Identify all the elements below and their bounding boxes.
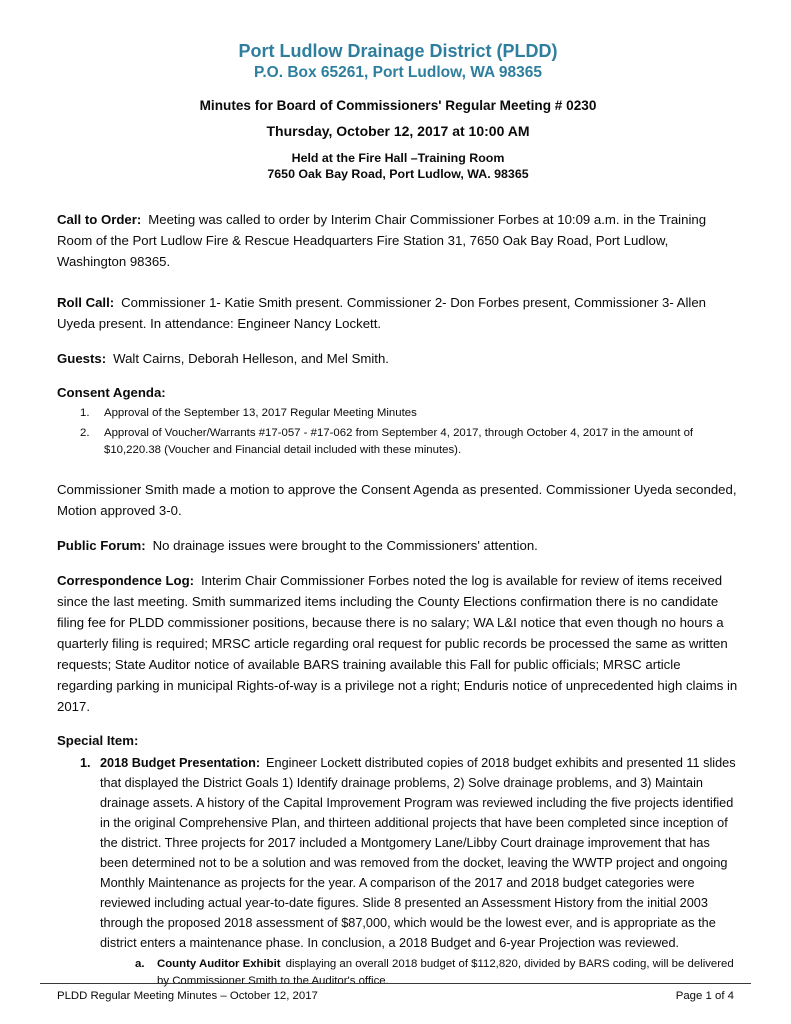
guests-text: Walt Cairns, Deborah Helleson, and Mel Smith. [113,351,389,366]
document-footer [0,983,791,1002]
list-item [57,405,739,423]
minutes-title: Minutes for Board of Commissioners' Regular Meeting # 0230 [199,98,597,113]
public-forum-label: Public Forum: [57,537,146,553]
consent-agenda-list [57,405,739,460]
list-item-number: 1. [80,407,90,419]
footer-document-title: PLDD Regular Meeting Minutes – October 12, 2017 [57,990,318,1002]
special-item-1 [57,753,739,953]
list-item-text: Approval of the September 13, 2017 Regular Meeting Minutes [104,407,417,419]
special-item-1a-label: County Auditor Exhibit [157,957,281,970]
list-item-text: Approval of Voucher/Warrants #17-057 - #17-062 from September 4, 2017, through October 4, 2017 in the amount of $10,220.38 (Voucher and Financial detail included with these minutes). [104,426,694,456]
meeting-location-line1: Held at the Fire Hall –Training Room [291,151,505,165]
document-header [57,40,739,182]
roll-call-text: Commissioner 1- Katie Smith present. Commissioner 2- Don Forbes present, Commissioner 3- Allen Uyeda present. In attendance: Engineer Nancy Lockett. [57,295,707,331]
section-consent-motion [57,479,739,521]
section-public-forum [57,535,739,556]
roll-call-label: Roll Call: [57,295,115,310]
special-item-1a-text: displaying an overall 2018 budget of $112,820, divided by BARS coding, will be delivered by Commissioner Smith to the Auditor's office. [157,957,734,987]
special-item-1-label: 2018 Budget Presentation: [100,755,261,770]
org-address: P.O. Box 65261, Port Ludlow, WA 98365 [254,64,542,81]
meeting-location-line2: 7650 Oak Bay Road, Port Ludlow, WA. 98365 [267,167,529,181]
section-call-to-order [57,209,739,272]
footer-divider [40,983,751,984]
document-body [57,209,739,991]
correspondence-log-text: Interim Chair Commissioner Forbes noted the log is available for review of items received since the last meeting. Smith summarized items including the County Elections confirmation there is no candidate filing fee for PLDD commissioner positions, because there is no salary; WA L&I notice that even though no hours a quarterly filing is required; MRSC article regarding oral request for public records be processed the same as written requests; State Auditor notice of available BARS training available this Fall for public officials; MRSC article regarding parking in municipal Rights-of-way is a privilege not a right; Enduris notice of unprecedented high claims in 2017. [57,572,738,714]
list-item-body [100,753,739,953]
list-item [57,425,739,460]
correspondence-log-label: Correspondence Log: [57,572,195,588]
org-name: Port Ludlow Drainage District (PLDD) [238,41,558,61]
section-correspondence-log [57,570,739,717]
call-to-order-text: Meeting was called to order by Interim Chair Commissioner Forbes at 10:09 a.m. in the Training Room of the Port Ludlow Fire & Rescue Headquarters Fire Station 31, 7650 Oak Bay Road, Port Ludlow, Washington 98365. [57,212,707,269]
consent-agenda-heading: Consent Agenda: [57,385,166,400]
consent-motion-text: Commissioner Smith made a motion to approve the Consent Agenda as presented. Commissioner Uyeda seconded, Motion approved 3-0. [57,481,737,518]
list-item-letter: a. [135,957,145,970]
special-item-heading: Special Item: [57,732,139,748]
public-forum-text: No drainage issues were brought to the Commissioners' attention. [152,537,538,553]
call-to-order-label: Call to Order: [57,212,142,227]
footer-row [57,990,734,1002]
special-item-1-text: Engineer Lockett distributed copies of 2018 budget exhibits and presented 11 slides that displayed the District Goals 1) Identify drainage problems, 2) Solve drainage problems, and 3) Maintain drainage assets. A history of the Capital Improvement Program was reviewed including the five projects identified in the original Comprehensive Plan, and thirteen additional projects that have been completed since inception of the district. Three projects for 2017 included a Montgomery Lane/Libby Court drainage improvement that has been determined not to be a solution and was removed from the docket, leaving the WWTP project and ongoing Monthly Maintenance as projects for the year. A comparison of the 2017 and 2018 budget categories were reviewed including actual year-to-date figures. Slide 8 presented an Assessment History from the initial 2003 through the proposed 2018 assessment of $87,000, which would be the lowest ever, and is appropriate as the district enters a maintenance phase. In conclusion, a 2018 Budget and 6-year Projection was reviewed. [100,755,736,950]
list-item-number: 1. [80,755,91,770]
section-roll-call [57,292,739,334]
footer-page-number: Page 1 of 4 [675,990,734,1002]
meeting-datetime: Thursday, October 12, 2017 at 10:00 AM [266,123,530,139]
section-guests [57,348,739,369]
guests-label: Guests: [57,351,107,366]
list-item-number: 2. [80,426,90,439]
